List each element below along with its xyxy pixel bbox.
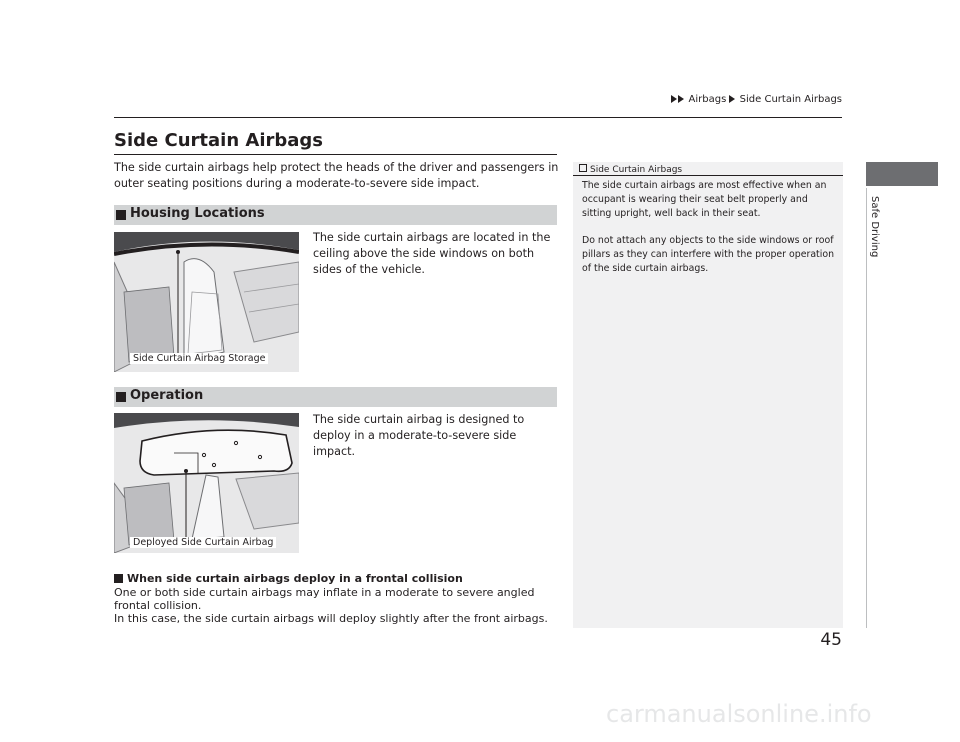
watermark: carmanualsonline.info (606, 700, 872, 728)
callout-deployed-side-curtain-airbag: Deployed Side Curtain Airbag (130, 537, 276, 548)
section-heading-housing (114, 205, 557, 225)
square-bullet-icon (116, 210, 126, 220)
operation-illustration (114, 413, 299, 553)
breadcrumb-item-side-curtain-airbags[interactable]: Side Curtain Airbags (739, 94, 842, 105)
section-tab-label (866, 196, 886, 316)
section-heading-text: Operation (130, 388, 204, 403)
note-panel (573, 162, 843, 628)
note-title (579, 164, 682, 175)
frontal-paragraph (114, 586, 562, 626)
header-rule (114, 117, 842, 118)
operation-paragraph: The side curtain airbag is designed to deploy in a moderate-to-severe side impact. (313, 413, 525, 458)
page-title: Side Curtain Airbags (114, 130, 324, 151)
note-paragraph-1: The side curtain airbags are most effective when an occupant is wearing their seat belt properly and sitting upright, well back in their seat. (582, 180, 827, 219)
subsection-heading-text: When side curtain airbags deploy in a frontal collision (127, 572, 463, 585)
title-rule (114, 154, 557, 155)
intro-paragraph: The side curtain airbags help protect the heads of the driver and passengers in outer seating positions during a moderate-to-severe side impact. (114, 161, 559, 190)
arrow-icon (729, 95, 735, 103)
section-tab (866, 162, 938, 186)
car-interior-deployed-image (114, 413, 299, 553)
callout-side-curtain-airbag-storage: Side Curtain Airbag Storage (130, 353, 268, 364)
housing-illustration (114, 232, 299, 372)
reference-icon (579, 164, 587, 172)
breadcrumb-item-airbags[interactable]: Airbags (688, 94, 727, 105)
housing-paragraph: The side curtain airbags are located in the ceiling above the side windows on both sides of the vehicle. (313, 231, 551, 276)
page-number: 45 (820, 630, 842, 650)
square-bullet-icon (114, 574, 123, 583)
frontal-paragraph-line-1: One or both side curtain airbags may inflate in a moderate to severe angled frontal collision. (114, 586, 535, 613)
section-heading-operation (114, 387, 557, 407)
note-title-text: Side Curtain Airbags (590, 165, 683, 175)
subsection-heading-frontal (114, 572, 463, 585)
car-interior-housing-image (114, 232, 299, 372)
note-paragraph-2: Do not attach any objects to the side windows or roof pillars as they can interfere with the proper operation of the side curtain airbags. (582, 235, 835, 274)
arrow-icon (671, 95, 677, 103)
arrow-icon (678, 95, 684, 103)
note-rule (573, 175, 843, 176)
frontal-paragraph-line-2: In this case, the side curtain airbags will deploy slightly after the front airbags. (114, 612, 548, 626)
square-bullet-icon (116, 392, 126, 402)
section-heading-text: Housing Locations (130, 206, 265, 221)
breadcrumb (580, 94, 842, 105)
section-tab-text: Safe Driving (869, 196, 880, 258)
